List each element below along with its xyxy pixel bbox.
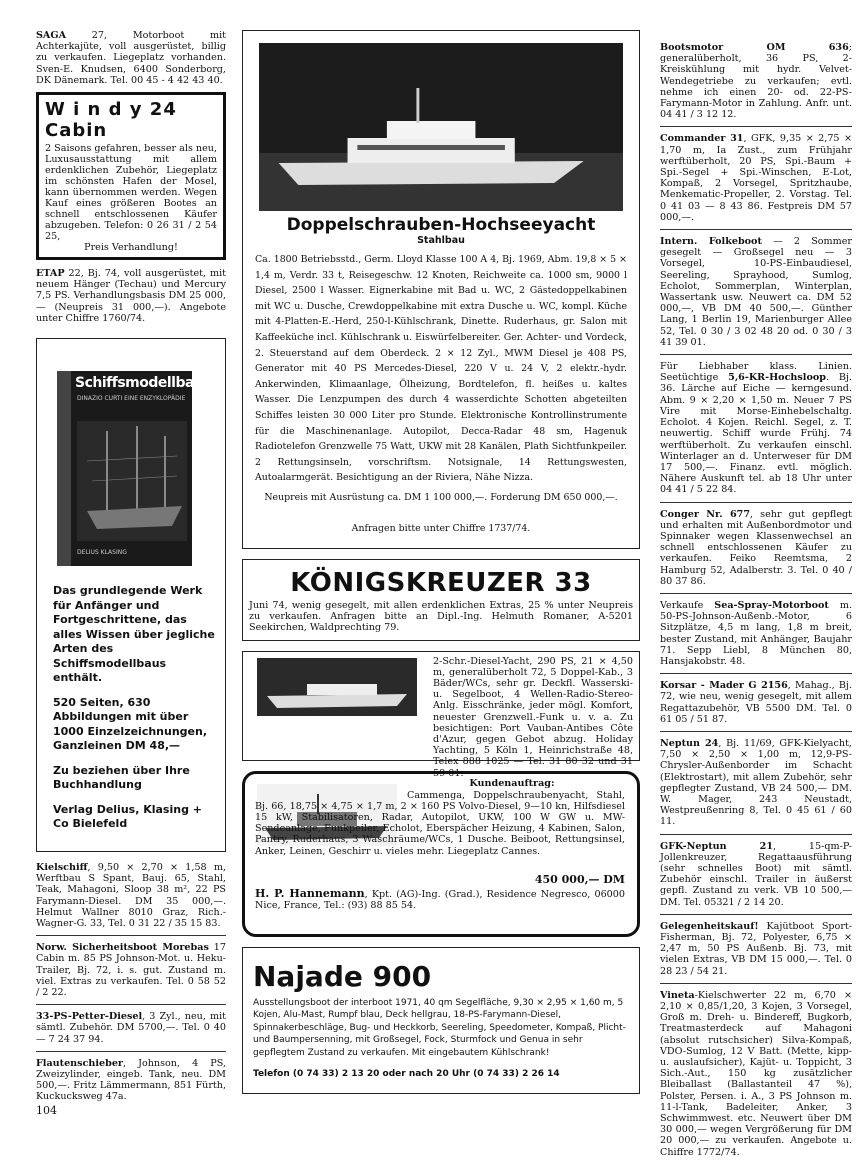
right-column: [660, 42, 852, 1164]
yacht-subtitle: Stahlbau: [417, 235, 465, 246]
page-number: 104: [36, 1104, 57, 1117]
ad-book: [36, 338, 226, 852]
ad-hochseeyacht: [242, 30, 640, 549]
ad-norw: Norw. Sicherheitsboot Morebas 17 Cabin m. 85 PS Johnson-Mot. u. Heku-Trailer, Bj. 72, i. s. gut. Zustand m. viel. Extras zu verkaufen. Tel. 0 58 52 / 2 22.: [36, 942, 226, 999]
ad-etap: ETAP 22, Bj. 74, voll ausgerüstet, mit neuem Hänger (Techau) und Mercury 7,5 PS. Verhandlungsbasis DM 25 000,— (Neupreis 31 000,—). Angebote unter Chiffre 1760/74.: [36, 268, 226, 324]
ad-commander: Commander 31, GFK, 9,35 × 2,75 × 1,70 m, Ia Zust., zum Frühjahr werftüberholt, 20 PS, Spi.-Baum + Spi.-Segel + Spi.-Winschen, E-Lot, Kompaß, 2 Vorsegel, Spritzhaube, Menkematic-Propeller, 2. Vorstag. Tel. 0 41 03 — 8 43 86. Festpreis DM 57 000,—.: [660, 133, 852, 223]
yacht-contact: Anfragen bitte unter Chiffre 1737/74.: [351, 522, 531, 534]
ad-koenigskreuzer: KÖNIGSKREUZER 33 Juni 74, wenig gesegelt, mit allen erdenklichen Extras, 25 % unter Neupreis zu verkaufen. Anfragen bitte an Dipl.-Ing. Helmuth Romaner, A-5201 Seekirchen, Waldprechting 79.: [242, 559, 640, 641]
ad-saga: SAGA 27, Motorboot mit Achterkajüte, voll ausgerüstet, billig zu verkaufen. Liegeplatz vorhanden. Sven-E. Knudsen, 6400 Sonderborg, DK Dänemark. Tel. 00 45 - 4 42 43 40.: [36, 30, 226, 86]
ship-model-illustration: [77, 421, 187, 541]
book-description: Das grundlegende Werk für Anfänger und Fortgeschrittene, das alles Wissen über jegliche Arten des Schiffsmodellbaus enthält. 520 Seiten, 630 Abbildungen mit über 1000 Einzelzeichnungen, Ganzleinen DM 48,— Zu beziehen über Ihre Buchhandlung Verlag Delius, Klasing + Co Bielefeld: [53, 584, 215, 831]
left-column: [36, 30, 226, 1109]
ad-conger: Conger Nr. 677, sehr gut gepflegt und erhalten mit Außenbordmotor und Spinnaker wegen Klassenwechsel an schnell entschlossenen Käufer zu verkaufen. Feiko Reemtsma, 2 Hamburg 52, Adalberstr. 3. Tel. 0 40 / 80 37 86.: [660, 508, 852, 587]
ad-folkeboot: Intern. Folkeboot — 2 Sommer gesegelt — Großsegel neu — 3 Vorsegel, 10-PS-Einbaudiesel, Seereling, Sprayhood, Sumlog, Echolot, Sommerplan, Winterplan, Wassertank usw. Neuwert ca. DM 52 000,—, VB DM 40 500,—. Günther Lang, 1 Berlin 19, Marienburger Allee 52, Tel. 0 30 / 3 02 48 20 od. 0 30 / 3 41 39 01.: [660, 236, 853, 348]
ad-seaspray: Verkaufe Sea-Spray-Motorboot m. 50-PS-Johnson-Außenb.-Motor, 6 Sitzplätze, 4,5 m lang, 1,8 m breit, bester Zustand, mit Anhänger, Baujahr 71. Sepp Liebl, 8 München 80, Hansjakobstr. 48.: [660, 599, 852, 667]
ad-kielschiff: Kielschiff, 9,50 × 2,70 × 1,58 m, Werftbau S Spant, Bauj. 65, Stahl, Teak, Mahagoni, Sloop 38 m², 22 PS Farymann-Diesel. DM 35 000,—. Helmut Wallner 8010 Graz, Rich.-Wagner-G. 33, Tel. 0 31 22 / 35 15 83.: [36, 862, 226, 930]
ad-petter: 33-PS-Petter-Diesel, 3 Zyl., neu, mit sämtl. Zubehör. DM 5700,—. Tel. 0 40 — 7 24 37 94.: [36, 1011, 226, 1045]
ad-neptun24: Neptun 24, Bj. 11/69, GFK-Kielyacht, 7,50 × 2,50 × 1,00 m, 12,9-PS-Chrysler-Außenborder im Schacht (Elektrostart), mit allem Zubehör, sehr gepflegter Zustand, VB 24 500,— DM. W. Mager, 243 Neustadt, Westpreußenring 8, Tel. 0 45 61 / 60 11.: [660, 737, 852, 828]
book-cover-image: Schiffsmodellbau DINAZIO CURTI EINE ENZYKLOPÄDIE DELIUS KLASING: [57, 371, 192, 566]
middle-column: [242, 30, 640, 1104]
najade-title: Najade 900: [253, 959, 432, 993]
ad-cammenga: Kundenauftrag: Cammenga, Doppelschraubenyacht, Stahl, Bj. 66, 18,75 × 4,75 × 1,7 m, 2 × 160 PS Volvo-Diesel, 9—10 kn, Hilfsdiesel 15 kW, Stabilisatoren, Radar, Autopilot, UKW, 100 W GW u. MW-Sendeanlage, Funkpeiler, Echolot, Eberspächer Heizung, 4 Kabinen, Salon, Pantry, Ruderhaus, 3 Waschräume/WCs, 1 Dusche. Beiboot, Rettungsinsel, Anker, Leinen, Geschirr u. vieles mehr. Liegeplatz Cannes. 450 000,— DM H. P. Hannemann, Kpt. (AG)-Ing. (Grad.), Residence Negresco, 06000 Nice, France, Tel.: (93) 88 85 54.: [242, 771, 640, 937]
ad-vineta: Vineta-Kielschwerter 22 m, 6,70 × 2,10 × 0,85/1,20, 3 Kojen, 3 Vorsegel, Groß m. Dreh- u. Bindereff, Bugkorb, Treatmasterdeck auf Mahagoni (absolut rutschsicher) Silva-Kompaß, VDO-Sumlog, 12 V Batt. (Mette, kipp- u. auslaufsicher), Kajüt- u. Toppicht, 3 Sich.-Aut., 150 kg zusätzlicher Bleiballast (Ballastanteil 47 %), Polster, Persen. i. A., 3 PS Johnson m. 11-l-Tank, Badeleiter, Anker, 3 Schwimmwest. etc. Neuwert über DM 30 000,— wegen Vergrößerung für DM 20 000,— zu verkaufen. Angebote u. Chiffre 1772/74.: [660, 989, 852, 1158]
ad-diesel-yacht: 2-Schr.-Diesel-Yacht, 290 PS, 21 × 4,50 m, generalüberholt 72, 5 Doppel-Kab., 3 Bäder/WCs, sehr gr. Deckfl. Wasserski- u. Segelboot, 4 Wellen-Radio-Stereo-Anlg. Eisschränke, jeder mögl. Komfort, neuester Grenzwell.-Funk u. v. a. Zu besichtigen: Port Vauban-Antibes Côte d'Azur, gegen Gebot abzug. Holiday Yachting, 5 Köln 1, Heinrichstraße 48, Telex 888 1025 — Tel. 31 80 32 und 31 59 01.: [242, 651, 640, 761]
yacht-price: Neupreis mit Ausrüstung ca. DM 1 100 000,—. Forderung DM 650 000,—.: [264, 491, 618, 503]
ad-korsar: Korsar - Mader G 2156, Mahag., Bj. 72, wie neu, wenig gesegelt, mit allem Regattazubehör, VB 5500 DM. Tel. 0 61 05 / 51 87.: [660, 680, 852, 725]
ad-gfk-neptun: GFK-Neptun 21, 15-qm-P-Jollenkreuzer, Regattaausführung (sehr schnelles Boot) mit sämtl. Zubehör einschl. Trailer in äußerst gepfl. Zustand zu verk. VB 10 500,— DM. Tel. 05321 / 2 14 20.: [660, 840, 853, 908]
ad-om636: Bootsmotor OM 636; generalüberholt, 36 PS, 2-Kreiskühlung mit hydr. Velvet-Wendegetriebe zu verkaufen; evtl. nehme ich einen 20- od. 22-PS-Farymann-Motor in Zahlung. Anfr. unt. 04 41 / 3 12 12.: [660, 42, 852, 121]
yacht-title: Doppelschrauben-Hochseeyacht: [286, 215, 596, 235]
ad-windy: W i n d y 24 Cabin 2 Saisons gefahren, besser als neu, Luxusausstattung mit allem erdenklichen Zubehör, Liegeplatz im schönsten Hafen der Mosel, kann übernommen werden. Wegen Kauf eines größeren Bootes an schnell entschlossenen Käufer abzugeben. Telefon: 0 26 31 / 2 54 25, Preis Verhandlung!: [36, 92, 226, 260]
yacht-photo: [259, 43, 623, 211]
yacht-description: Ca. 1800 Betriebsstd., Germ. Lloyd Klasse 100 A 4, Bj. 1969, Abm. 19,8 × 5 × 1,4 m, Verdr. 33 t, Reisegeschw. 12 Knoten, Reichweite ca. 1000 sm, 9000 l Diesel, 2500 l Wasser. Eignerkabine mit Bad u. WC, 2 Gästedoppelkabinen mit WC u. Dusche, Crewdoppelkabine mit extra Dusche u. WC, kompl. Küche mit 4-Platten-E.-Herd, 250-l-Kühlschrank, Dinette. Ruderhaus, gr. Salon mit Kaffeeküche incl. Kühlschrank u. Eiswürfelbereiter. Ger. Achter- und Vordeck, 2. Steuerstand auf dem Oberdeck. 2 × 12 Zyl., MWM Diesel je 408 PS, Generator mit 40 PS Mercedes-Diesel, 220 V u. 24 V, 2 elektr.-hydr. Ankerwinden, Klimaanlage, Ölheizung, Bordtelefon, fl. heißes u. kaltes Wasser. Die Lenzpumpen des durch 4 wasserdichte Schotten abgeteilten Schiffes leisten 30 000 Liter pro Stunde. Elektronische Kontrollinstrumente für die Maschinenanlage. Autopilot, Decca-Radar 48 sm, Hagenuk Radiotelefon Grenzwelle 75 Watt, UKW mit 28 Kanälen, Plath Sichtfunkpeiler. 2 Rettungsinseln, vorschriftsm. Notsignale, 14 Rettungswesten, Autoalarmgerät. Besichtigung an der Riviera, Nähe Nizza.: [255, 254, 627, 484]
ad-najade: Najade 900 Ausstellungsboot der interboot 1971, 40 qm Segelfläche, 9,30 × 2,95 × 1,60 m, 5 Kojen, Alu-Mast, Rumpf blau, Deck hellgrau, 18-PS-Farymann-Diesel, Spinnakerbeschläge, Bug- und Heckkorb, Seereling, Speedometer, Kompaß, Plicht- und Baumpersenning, mit Großsegel, Fock, Sturmfock und Genua in sehr gepflegtem Zustand zu verkaufen. Mit eingebautem Kühlschrank! Telefon (0 74 33) 2 13 20 oder nach 20 Uhr (0 74 33) 2 26 14: [242, 947, 640, 1095]
ad-gelegenheitskauf: Gelegenheitskauf! Kajütboot Sport-Fisherman, Bj. 72, Polyester, 6,75 × 2,47 m, 50 PS Außenb. Bj. 73, mit vielen Extras, VB DM 15 000,—. Tel. 0 28 23 / 54 21.: [660, 920, 852, 977]
ad-liebhaber: Für Liebhaber klass. Linien. Seetüchtige 5,6-KR-Hochsloop. Bj. 36. Lärche auf Eiche — kerngesund. Abm. 9 × 2,20 × 1,50 m. Neuer 7 PS Vire mit Morse-Einhebelschaltg. Echolot. 4 Kojen. Reichl. Segel, z. T. neuwertig. Schiff wurde Frühj. 74 werftüberholt. Zu verkaufen einschl. Winterlager an d. Unterweser für DM 17 500,—. Finanz. evtl. möglich. Nähere Auskunft tel. ab 18 Uhr unter 04 41 / 5 22 84.: [660, 361, 852, 496]
ad-windy-title: W i n d y 24 Cabin: [45, 99, 177, 142]
ad-flautenschieber: Flautenschieber, Johnson, 4 PS, Zweizylinder, eingeb. Tank, neu. DM 500,—. Fritz Lämmermann, 851 Fürth, Kuckucksweg 47a.: [36, 1057, 226, 1103]
diesel-yacht-photo: [257, 658, 417, 716]
koenig-title: KÖNIGSKREUZER 33: [290, 567, 592, 598]
